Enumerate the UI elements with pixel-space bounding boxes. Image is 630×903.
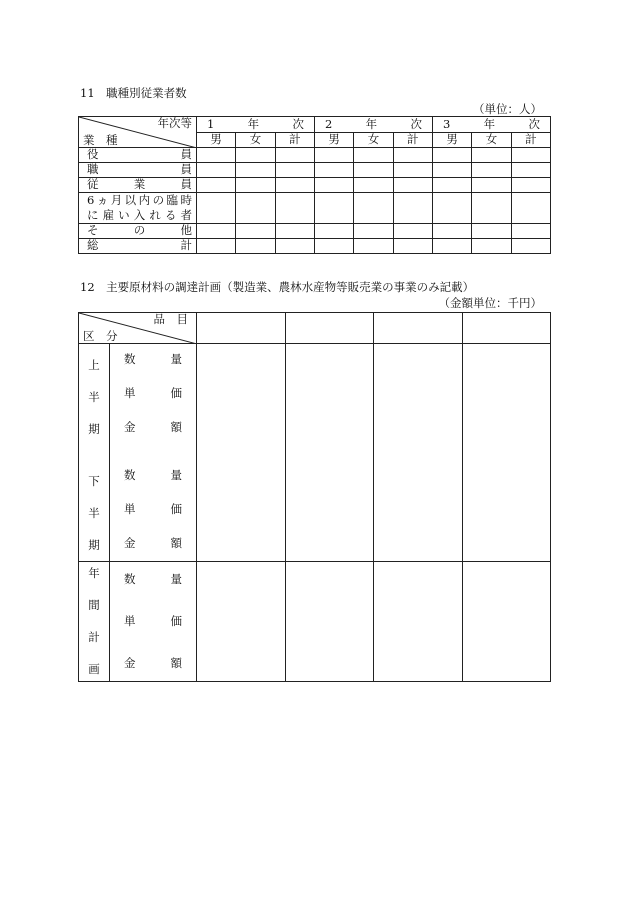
period-half-labels [79,344,110,562]
employee-table [78,116,551,254]
input-cell[interactable] [393,239,432,254]
year2-nen: 年 [365,116,378,131]
input-cell[interactable] [236,163,275,178]
input-cell[interactable] [354,163,393,178]
period-char: 画 [88,662,100,676]
input-cell[interactable] [197,562,286,682]
label-quantity [124,574,182,586]
input-cell[interactable] [354,148,393,163]
char: 量 [170,352,182,366]
input-cell[interactable] [393,178,432,193]
char: 量 [170,468,182,482]
year2-ji: 次 [410,116,422,131]
year3-num: 3 [442,116,451,131]
item-header-cell[interactable] [462,313,551,344]
label-amount [124,538,182,550]
section12-title: 12 主要原材料の調達計画（製造業、農林水産物等販売業の事業のみ記載） [80,280,475,294]
input-cell[interactable] [197,344,286,562]
input-cell[interactable] [236,193,275,224]
input-cell[interactable] [197,193,236,224]
input-cell[interactable] [197,178,236,193]
input-cell[interactable] [314,148,353,163]
subcol-total: 計 [275,132,314,148]
input-cell[interactable] [197,163,236,178]
period-char: 期 [88,538,100,552]
period-char: 半 [88,390,100,404]
input-cell[interactable] [393,224,432,239]
subcol-female: 女 [236,132,275,148]
materials-table-corner [79,313,197,344]
input-cell[interactable] [314,193,353,224]
input-cell[interactable] [472,224,511,239]
subcol-total: 計 [511,132,550,148]
input-cell[interactable] [314,163,353,178]
input-cell[interactable] [197,148,236,163]
char: 単 [124,614,136,628]
year1-ji: 次 [292,116,304,131]
section11-title: 11 職種別従業者数 [80,86,187,100]
annual-item-labels [110,562,197,682]
input-cell[interactable] [511,178,550,193]
half-item-labels [110,344,197,562]
input-cell[interactable] [275,224,314,239]
input-cell[interactable] [275,239,314,254]
period-annual-label [79,562,110,682]
section11-unit: （単位：人） [473,102,542,116]
label-unit-price [124,388,182,400]
char: 額 [170,536,182,550]
input-cell[interactable] [285,562,374,682]
char: 金 [124,656,136,670]
header-division-label: 区 分 [83,328,118,343]
year3-nen: 年 [483,116,496,131]
char: 金 [124,420,136,434]
input-cell[interactable] [314,178,353,193]
period-char: 上 [88,358,100,372]
row-label-temporary-line1: 6ヵ月以内の臨時 [87,193,192,207]
table-row [79,224,551,239]
year1-header [197,117,315,133]
label-amount [124,658,182,670]
char: 価 [170,502,182,516]
year3-ji: 次 [528,116,540,131]
char: 数 [124,572,136,586]
row-label-temporary [79,193,197,224]
char: 単 [124,386,136,400]
input-cell[interactable] [275,178,314,193]
char: 価 [170,386,182,400]
input-cell[interactable] [236,148,275,163]
period-char: 間 [88,598,100,612]
table-row [79,163,551,178]
row-label-employees: 従業員 [79,178,197,193]
char: 数 [124,352,136,366]
employee-table-corner [79,117,197,148]
header-year-label: 年次等 [157,116,192,130]
input-cell[interactable] [393,193,432,224]
input-cell[interactable] [511,239,550,254]
char: 量 [170,572,182,586]
table-row [79,344,551,562]
input-cell[interactable] [197,224,236,239]
row-label-staff: 職員 [79,163,197,178]
input-cell[interactable] [354,193,393,224]
item-header-cell[interactable] [374,313,463,344]
label-amount [124,422,182,434]
period-char: 計 [88,630,100,644]
input-cell[interactable] [354,239,393,254]
input-cell[interactable] [511,224,550,239]
subcol-male: 男 [314,132,353,148]
input-cell[interactable] [374,344,463,562]
input-cell[interactable] [511,163,550,178]
input-cell[interactable] [197,239,236,254]
input-cell[interactable] [393,148,432,163]
input-cell[interactable] [393,163,432,178]
item-header-cell[interactable] [285,313,374,344]
subcol-male: 男 [432,132,471,148]
input-cell[interactable] [374,562,463,682]
input-cell[interactable] [314,239,353,254]
char: 額 [170,420,182,434]
input-cell[interactable] [511,193,550,224]
input-cell[interactable] [432,239,471,254]
period-char: 下 [88,474,100,488]
input-cell[interactable] [462,344,551,562]
subcol-male: 男 [197,132,236,148]
input-cell[interactable] [472,163,511,178]
input-cell[interactable] [314,224,353,239]
char: 単 [124,502,136,516]
period-char: 年 [88,566,100,580]
year1-num: 1 [207,116,215,131]
input-cell[interactable] [472,193,511,224]
year1-nen: 年 [247,116,260,131]
input-cell[interactable] [432,163,471,178]
input-cell[interactable] [472,178,511,193]
input-cell[interactable] [472,239,511,254]
label-quantity [124,354,182,366]
input-cell[interactable] [236,239,275,254]
input-cell[interactable] [432,178,471,193]
year2-header [314,117,432,133]
label-quantity [124,470,182,482]
input-cell[interactable] [236,224,275,239]
period-char: 期 [88,422,100,436]
input-cell[interactable] [285,344,374,562]
label-unit-price [124,504,182,516]
input-cell[interactable] [432,148,471,163]
section12-unit: （金額単位：千円） [438,296,542,310]
subcol-female: 女 [354,132,393,148]
input-cell[interactable] [236,178,275,193]
input-cell[interactable] [432,193,471,224]
header-item-label: 品 目 [153,312,188,326]
table-row [79,239,551,254]
char: 額 [170,656,182,670]
header-type-label: 業 種 [83,132,118,147]
input-cell[interactable] [275,193,314,224]
row-label-temporary-line2: に雇い入れる者 [87,208,192,222]
period-char: 半 [88,506,100,520]
row-label-total: 総計 [79,239,197,254]
input-cell[interactable] [511,148,550,163]
row-label-other: その他 [79,224,197,239]
year3-header [432,117,550,133]
subcol-female: 女 [472,132,511,148]
input-cell[interactable] [275,163,314,178]
input-cell[interactable] [472,148,511,163]
input-cell[interactable] [354,178,393,193]
char: 数 [124,468,136,482]
year2-num: 2 [324,116,333,131]
row-label-officers: 役員 [79,148,197,163]
subcol-total: 計 [393,132,432,148]
input-cell[interactable] [354,224,393,239]
materials-table [78,312,551,682]
input-cell[interactable] [432,224,471,239]
input-cell[interactable] [462,562,551,682]
table-row [79,178,551,193]
table-row [79,562,551,682]
item-header-cell[interactable] [197,313,286,344]
label-unit-price [124,616,182,628]
table-row [79,148,551,163]
input-cell[interactable] [275,148,314,163]
table-row [79,193,551,224]
char: 金 [124,536,136,550]
char: 価 [170,614,182,628]
